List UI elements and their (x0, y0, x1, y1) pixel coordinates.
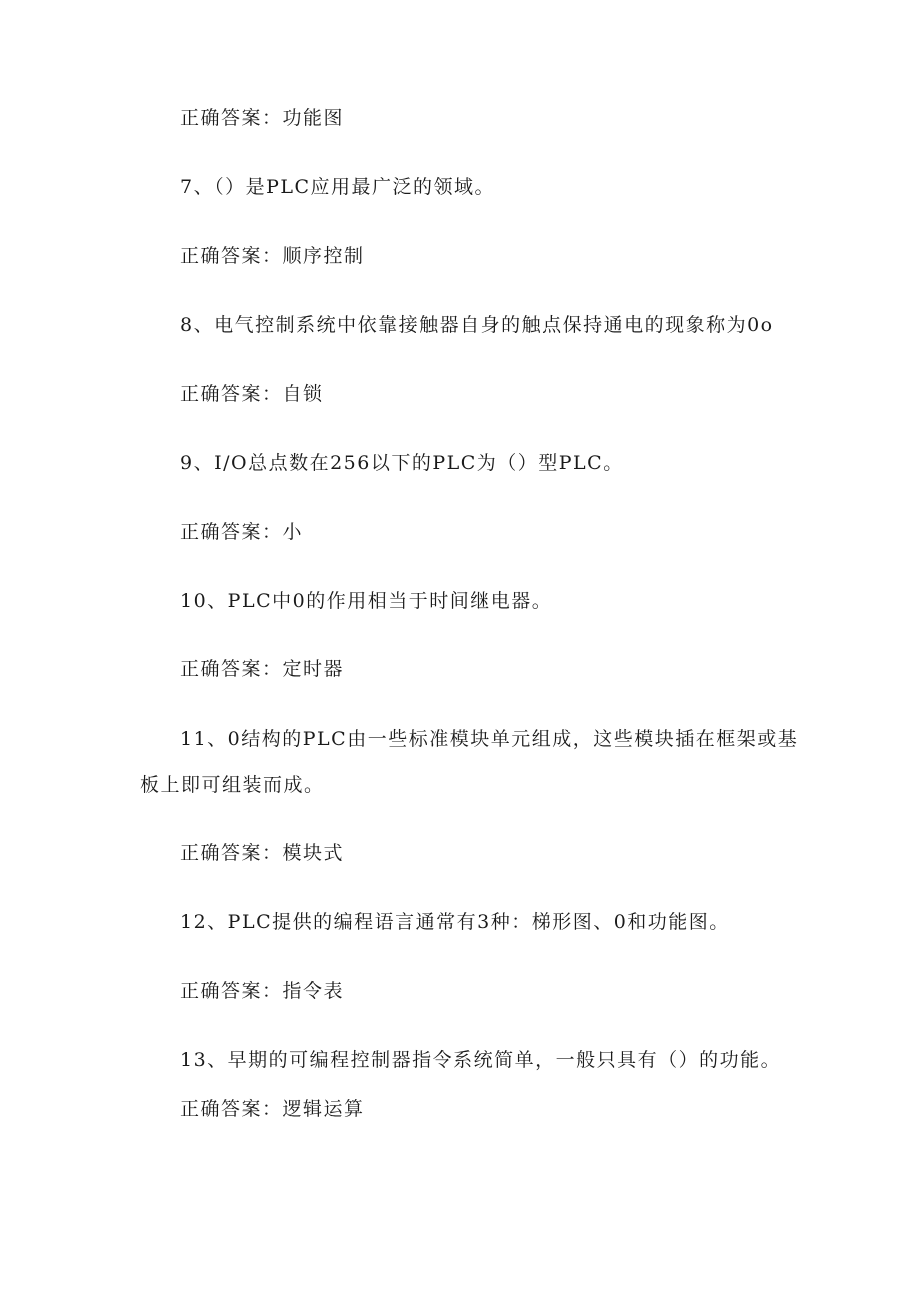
answer-line: 正确答案：自锁 (180, 383, 324, 405)
question-line: 13、早期的可编程控制器指令系统简单，一般只具有（）的功能。 (180, 1049, 782, 1071)
question-line: 10、PLC中0的作用相当于时间继电器。 (180, 590, 553, 612)
question-line: 12、PLC提供的编程语言通常有3种：梯形图、0和功能图。 (180, 911, 730, 933)
answer-line: 正确答案：定时器 (180, 658, 345, 680)
question-line: 9、I/O总点数在256以下的PLC为（）型PLC。 (180, 452, 624, 474)
answer-line: 正确答案：小 (180, 521, 304, 543)
answer-line: 正确答案：模块式 (180, 842, 345, 864)
question-line: 7、（）是PLC应用最广泛的领域。 (180, 176, 496, 198)
answer-line: 正确答案：功能图 (180, 107, 345, 129)
answer-line: 正确答案：顺序控制 (180, 245, 365, 267)
question-line-continuation: 板上即可组装而成。 (140, 774, 325, 796)
answer-line: 正确答案：逻辑运算 (180, 1098, 365, 1120)
answer-line: 正确答案：指令表 (180, 980, 345, 1002)
question-line: 8、电气控制系统中依靠接触器自身的触点保持通电的现象称为0o (180, 314, 774, 336)
question-line: 11、0结构的PLC由一些标准模块单元组成，这些模块插在框架或基 (180, 728, 799, 750)
